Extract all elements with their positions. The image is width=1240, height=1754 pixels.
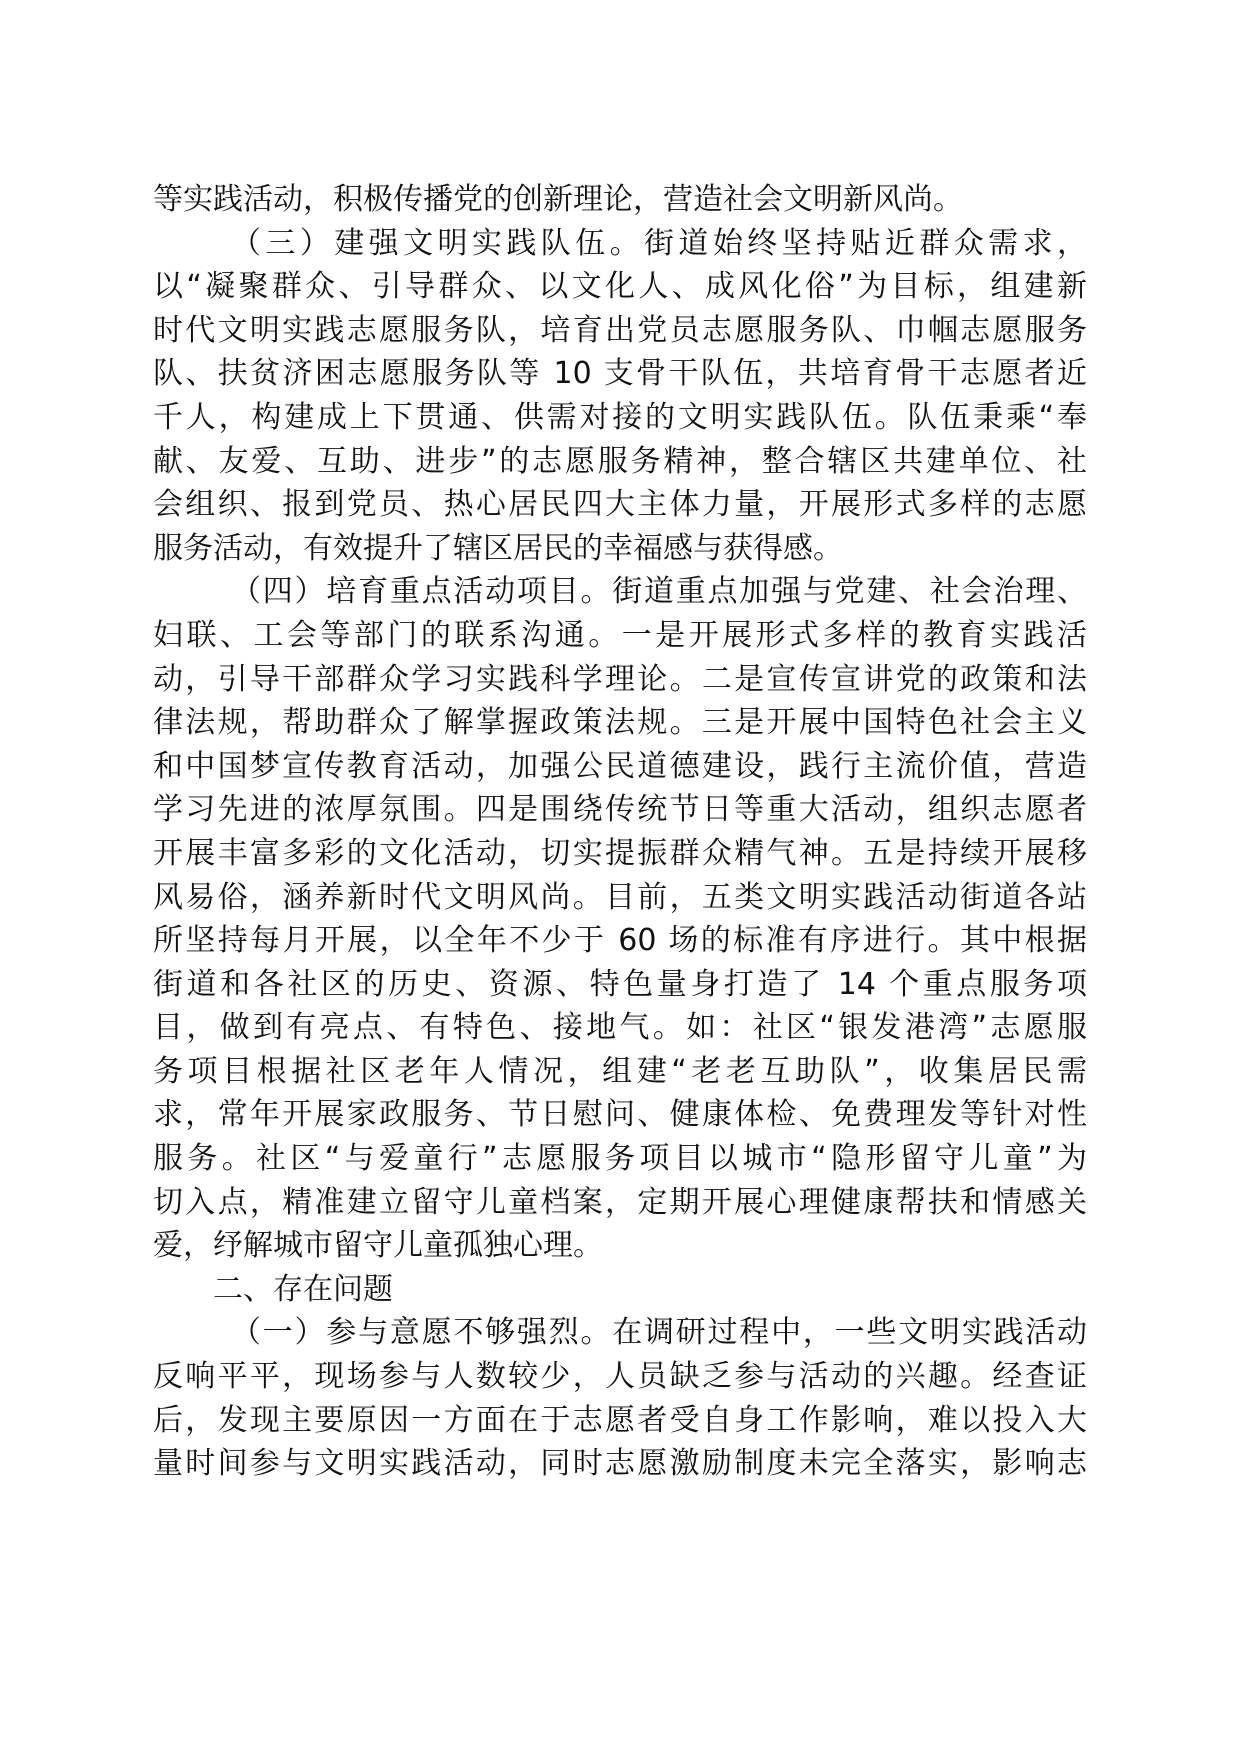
text-line: 街道和各社区的历史、资源、特色量身打造了 14 个重点服务项 (153, 966, 1087, 1002)
text-line: 爱，纾解城市留守儿童孤独心理。 (153, 1228, 603, 1264)
text-line: 切入点，精准建立留守儿童档案，定期开展心理健康帮扶和情感关 (153, 1184, 1087, 1220)
section-heading: 二、存在问题 (213, 1271, 393, 1307)
document-body (153, 178, 1087, 1486)
text-line: 动，引导干部群众学习实践科学理论。二是宣传宣讲党的政策和法 (153, 661, 1087, 697)
paragraph-heading-line: （三）建强文明实践队伍。街道始终坚持贴近群众需求， (231, 225, 1087, 261)
text-line: 以“凝聚群众、引导群众、以文化人、成风化俗”为目标，组建新 (153, 269, 1087, 305)
text-line: 求，常年开展家政服务、节日慰问、健康体检、免费理发等针对性 (153, 1097, 1087, 1133)
text-line: 后，发现主要原因一方面在于志愿者受自身工作影响，难以投入大 (153, 1402, 1087, 1438)
text-line: 和中国梦宣传教育活动，加强公民道德建设，践行主流价值，营造 (153, 748, 1087, 784)
text-line: 学习先进的浓厚氛围。四是围绕传统节日等重大活动，组织志愿者 (153, 792, 1087, 828)
text-line: 务项目根据社区老年人情况，组建“老老互助队”，收集居民需 (153, 1053, 1087, 1089)
text-line: 妇联、工会等部门的联系沟通。一是开展形式多样的教育实践活 (153, 617, 1087, 653)
text-line: 等实践活动，积极传播党的创新理论，营造社会文明新风尚。 (153, 182, 963, 217)
text-line: 千人，构建成上下贯通、供需对接的文明实践队伍。队伍秉乘“奉 (153, 399, 1087, 435)
text-line: 风易俗，涵养新时代文明风尚。目前，五类文明实践活动街道各站 (153, 879, 1087, 915)
text-line: 队、扶贫济困志愿服务队等 10 支骨干队伍，共培育骨干志愿者近 (153, 356, 1087, 392)
text-line: 服务活动，有效提升了辖区居民的幸福感与获得感。 (153, 530, 843, 566)
paragraph-heading-line: （一）参与意愿不够强烈。在调研过程中，一些文明实践活动 (231, 1315, 1087, 1351)
text-line: 献、友爱、互助、进步”的志愿服务精神，整合辖区共建单位、社 (153, 443, 1087, 479)
text-line: 律法规，帮助群众了解掌握政策法规。三是开展中国特色社会主义 (153, 705, 1087, 741)
text-line: 目，做到有亮点、有特色、接地气。如：社区“银发港湾”志愿服 (153, 1010, 1087, 1046)
text-line: 量时间参与文明实践活动，同时志愿激励制度未完全落实，影响志 (153, 1446, 1087, 1482)
text-line: 反响平平，现场参与人数较少，人员缺乏参与活动的兴趣。经查证 (153, 1359, 1087, 1395)
paragraph-heading-line: （四）培育重点活动项目。街道重点加强与党建、社会治理、 (231, 574, 1087, 610)
text-line: 所坚持每月开展，以全年不少于 60 场的标准有序进行。其中根据 (153, 923, 1087, 959)
text-line: 时代文明实践志愿服务队，培育出党员志愿服务队、巾帼志愿服务 (153, 312, 1087, 348)
text-line: 服务。社区“与爱童行”志愿服务项目以城市“隐形留守儿童”为 (153, 1141, 1087, 1177)
text-line: 会组织、报到党员、热心居民四大主体力量，开展形式多样的志愿 (153, 487, 1087, 523)
text-line: 开展丰富多彩的文化活动，切实提振群众精气神。五是持续开展移 (153, 835, 1087, 871)
